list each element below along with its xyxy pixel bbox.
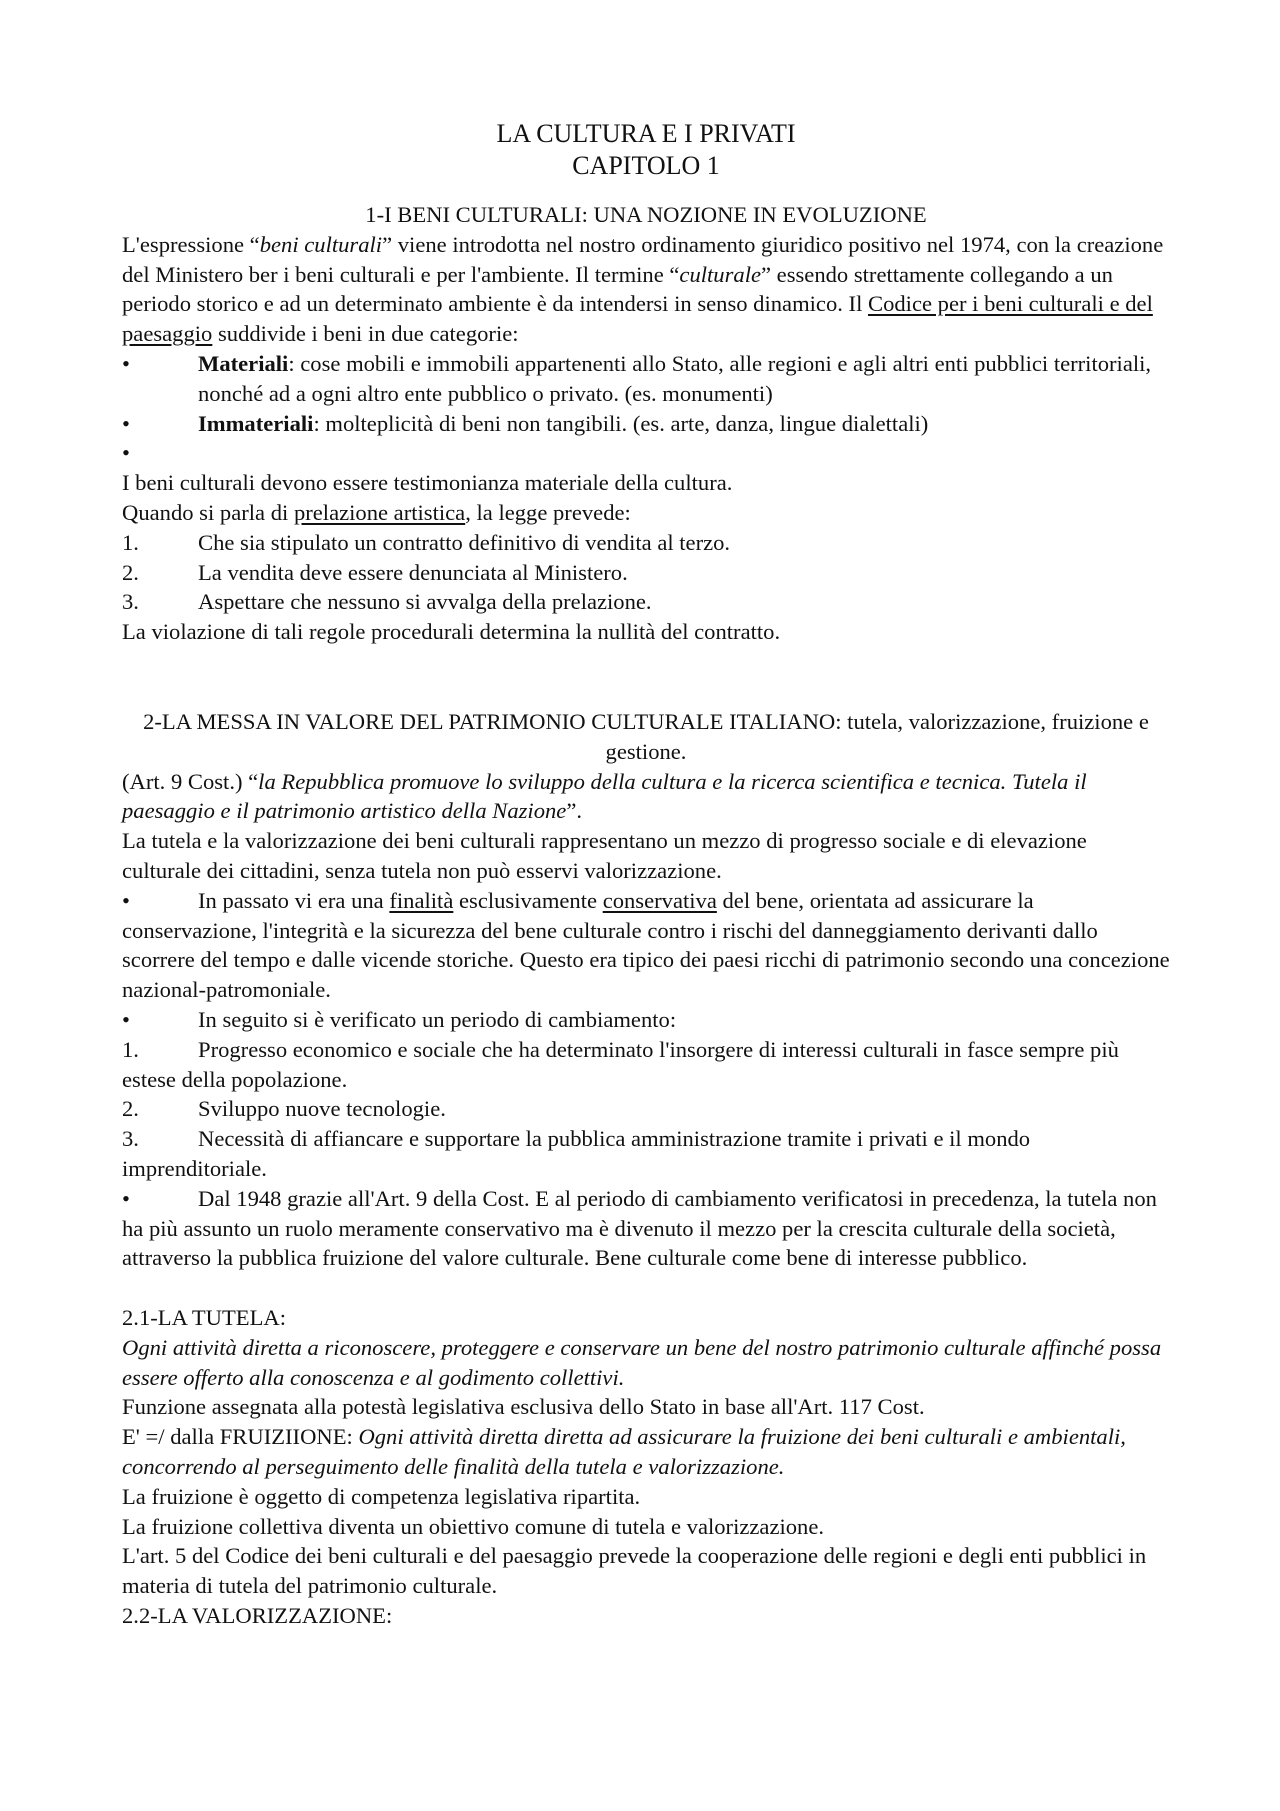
bullet-marker: • — [122, 887, 130, 913]
bullet-marker: • — [122, 350, 130, 376]
paragraph: La tutela e la valorizzazione dei beni culturali rappresentano un mezzo di progresso sociale e di elevazione culturale dei cittadini, senza tutela non può esservi valorizzazione. — [122, 828, 1087, 883]
bullet-marker: • — [122, 440, 130, 466]
paragraph: Funzione assegnata alla potestà legislativa esclusiva dello Stato in base all'Art. 117 Cost. — [122, 1394, 925, 1420]
codice-reference: Codice per i beni culturali e del paesaggio — [122, 291, 1153, 347]
paragraph: La fruizione collettiva diventa un obiettivo comune di tutela e valorizzazione. — [122, 1513, 825, 1539]
section-1-intro: L'espressione “beni culturali” viene introdotta nel nostro ordinamento giuridico positivo nel 1974, con la creazione del Ministero ber i beni culturali e per l'ambiente. Il termine “culturale” essendo strettamente collegando a un periodo storico e ad un determinato ambiente è da intendersi in senso dinamico. Il Codice per i beni culturali e del paesaggio suddivide i beni in due categorie: — [122, 231, 1164, 347]
fruizione-definition: E' =/ dalla FRUIZIIONE: Ogni attività diretta diretta ad assicurare la fruizione dei beni culturali e ambientali, concorrendo al perseguimento delle finalità della tutela e valorizzazione. — [122, 1424, 1126, 1480]
numbered-paragraph: 1. Progresso economico e sociale che ha determinato l'insorgere di interessi culturali in fasce sempre più estese della popolazione. — [122, 1036, 1119, 1092]
bullet-paragraph: • In seguito si è verificato un periodo di cambiamento: — [122, 1005, 1170, 1035]
section-2-2-heading: 2.2-LA VALORIZZAZIONE: — [122, 1603, 393, 1629]
bullet-marker: • — [122, 410, 130, 436]
paragraph: I beni culturali devono essere testimonianza materiale della cultura. — [122, 470, 733, 496]
prelazione-term: prelazione artistica — [293, 499, 466, 525]
numbered-paragraph: 3. Necessità di affiancare e supportare la pubblica amministrazione tramite i privati e il mondo imprenditoriale. — [122, 1126, 1031, 1181]
list-item: • Materiali: cose mobili e immobili appartenenti allo Stato, alle regioni e agli altri enti pubblici territoriali, nonché ad a ogni altro ente pubblico o privato. (es. monumenti) — [122, 349, 1170, 409]
bullet-marker: • — [122, 1185, 130, 1211]
section-2-heading: 2-LA MESSA IN VALORE DEL PATRIMONIO CULTURALE ITALIANO: tutela, valorizzazione, fruizione e gestione. — [143, 708, 1149, 764]
bullet-paragraph: • Dal 1948 grazie all'Art. 9 della Cost. E al periodo di cambiamento verificatosi in precedenza, la tutela non ha più assunto un ruolo meramente conservativo ma è divenuto il mezzo per la crescita culturale della società, attraverso la pubblica fruizione del valore culturale. Bene culturale come bene di interesse pubblico. — [122, 1185, 1157, 1271]
numbered-item: 1. Che sia stipulato un contratto definitivo di vendita al terzo. — [122, 529, 731, 555]
paragraph: Quando si parla di prelazione artistica, la legge prevede: — [122, 499, 631, 525]
section-2-1-heading: 2.1-LA TUTELA: — [122, 1305, 286, 1331]
bullet-marker: • — [122, 1006, 130, 1032]
bullet-paragraph: • In passato vi era una finalità esclusivamente conservativa del bene, orientata ad assicurare la conservazione, l'integrità e la sicurezza del bene culturale contro i rischi del danneggiamento derivanti dallo scorrere del tempo e dalle vicende storiche. Questo era tipico dei paesi ricchi di patrimonio secondo una concezione nazional-patromoniale. — [122, 887, 1170, 1003]
section-1-heading: 1-I BENI CULTURALI: UNA NOZIONE IN EVOLUZIONE — [365, 202, 927, 227]
paragraph: L'art. 5 del Codice dei beni culturali e del paesaggio prevede la cooperazione delle regioni e degli enti pubblici in materia di tutela del patrimonio culturale. — [122, 1543, 1147, 1599]
paragraph: La fruizione è oggetto di competenza legislativa ripartita. — [122, 1483, 641, 1509]
constitution-quote: (Art. 9 Cost.) “la Repubblica promuove lo sviluppo della cultura e la ricerca scientifica e tecnica. Tutela il paesaggio e il patrimonio artistico della Nazione”. — [122, 768, 1087, 824]
list-item — [122, 438, 1170, 468]
numbered-paragraph: 2. Sviluppo nuove tecnologie. — [122, 1096, 446, 1122]
list-item: • Immateriali: molteplicità di beni non tangibili. (es. arte, danza, lingue dialettali) — [122, 409, 1170, 439]
numbered-item: 2. La vendita deve essere denunciata al Ministero. — [122, 559, 628, 585]
numbered-item: 3. Aspettare che nessuno si avvalga della prelazione. — [122, 589, 652, 615]
chapter-title: CAPITOLO 1 — [572, 151, 720, 180]
paragraph: La violazione di tali regole procedurali determina la nullità del contratto. — [122, 619, 781, 645]
document-title: LA CULTURA E I PRIVATI — [496, 119, 796, 148]
tutela-definition: Ogni attività diretta a riconoscere, proteggere e conservare un bene del nostro patrimonio culturale affinché possa essere offerto alla conoscenza e al godimento collettivi. — [122, 1334, 1162, 1390]
